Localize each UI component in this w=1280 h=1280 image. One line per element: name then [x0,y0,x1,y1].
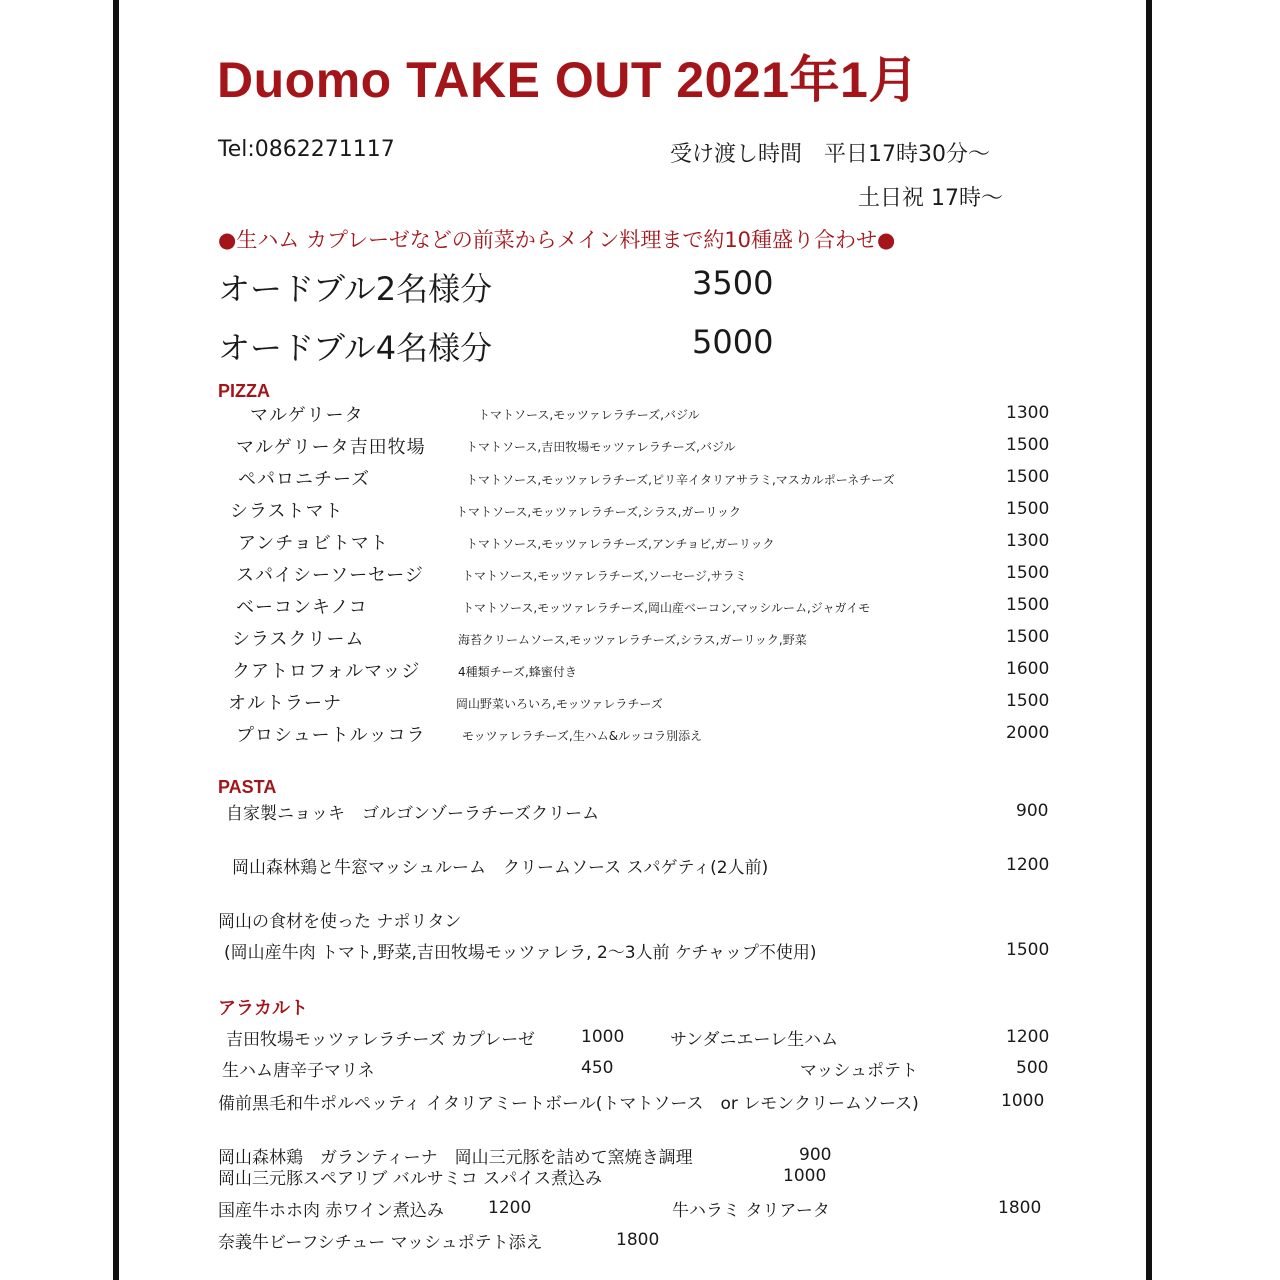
pizza-desc: トマトソース,モッツァレラチーズ,ソーセージ,サラミ [462,569,747,583]
pizza-name: クアトロフォルマッジ [232,661,421,682]
pizza-desc: 海苔クリームソース,モッツァレラチーズ,シラス,ガーリック,野菜 [458,633,807,647]
pasta-price: 1500 [1006,940,1050,960]
pasta-heading: PASTA [218,777,277,797]
pasta-price: 900 [1016,801,1049,821]
alacarte-price: 450 [581,1058,614,1078]
notice: ●生ハム カプレーゼなどの前菜からメイン料理まで約10種盛り合わせ● [218,228,896,252]
pizza-price: 1300 [1006,403,1050,423]
alacarte-price: 900 [799,1145,832,1165]
hors-doeuvre-4-price: 5000 [692,323,774,361]
pizza-price: 1500 [1006,627,1050,647]
page-title: Duomo TAKE OUT 2021年1月 [217,52,919,108]
tel-number: Tel:0862271117 [218,137,395,162]
pizza-price: 1600 [1006,659,1050,679]
pizza-name: ペパロニチーズ [238,469,371,490]
alacarte-name: サンダニエーレ生ハム [670,1030,839,1050]
pasta-name: 岡山森林鶏と牛窓マッシュルーム クリームソース スパゲティ(2人前) [232,858,769,878]
alacarte-price: 1000 [783,1166,827,1186]
alacarte-heading: アラカルト [218,998,308,1018]
pizza-price: 1300 [1006,531,1050,551]
alacarte-name: 国産牛ホホ肉 赤ワイン煮込み [218,1201,444,1221]
pizza-desc: トマトソース,吉田牧場モッツァレラチーズ,バジル [466,440,736,454]
pizza-desc: モッツァレラチーズ,生ハム&ルッコラ別添え [462,729,703,743]
alacarte-price: 1000 [1001,1091,1045,1111]
alacarte-price: 1800 [998,1198,1042,1218]
hors-doeuvre-2-price: 3500 [692,264,774,302]
alacarte-price: 1000 [581,1027,625,1047]
pasta-name: 自家製ニョッキ ゴルゴンゾーラチーズクリーム [226,804,600,824]
alacarte-name: マッシュポテト [800,1061,918,1081]
pasta-price: 1200 [1006,855,1050,875]
alacarte-price: 500 [1016,1058,1049,1078]
pizza-price: 1500 [1006,691,1050,711]
pizza-price: 1500 [1006,435,1050,455]
hors-doeuvre-4-name: オードブル4名様分 [218,329,493,367]
alacarte-name: 備前黒毛和牛ポルペッティ イタリアミートボール(トマトソース or レモンクリームソース) [218,1094,919,1114]
right-border [1146,0,1152,1280]
alacarte-name: 牛ハラミ タリアータ [672,1201,830,1221]
pizza-price: 1500 [1006,595,1050,615]
left-border [113,0,119,1280]
pizza-desc: トマトソース,モッツァレラチーズ,アンチョビ,ガーリック [466,537,775,551]
pizza-name: シラスクリーム [232,629,365,650]
pizza-desc: 4種類チーズ,蜂蜜付き [458,665,577,679]
pizza-heading: PIZZA [218,381,270,401]
pizza-desc: トマトソース,モッツァレラチーズ,岡山産ベーコン,マッシルーム,ジャガイモ [462,601,871,615]
pizza-desc: トマトソース,モッツァレラチーズ,ピリ辛イタリアサラミ,マスカルポーネチーズ [466,473,895,487]
pizza-price: 1500 [1006,467,1050,487]
pickup-weekend: 土日祝 17時〜 [858,186,1003,211]
pickup-weekday: 受け渡し時間 平日17時30分〜 [670,142,990,167]
alacarte-name: 岡山三元豚スペアリブ バルサミコ スパイス煮込み [218,1169,602,1189]
pizza-price: 2000 [1006,723,1050,743]
pizza-name: マルゲリータ [250,405,364,426]
pizza-name: プロシュートルッコラ [236,725,426,746]
pizza-name: ベーコンキノコ [236,597,368,618]
pizza-name: マルゲリータ吉田牧場 [236,437,426,458]
alacarte-name: 吉田牧場モッツァレラチーズ カプレーゼ [226,1030,535,1050]
hors-doeuvre-2-name: オードブル2名様分 [218,270,493,308]
pasta-name: 岡山の食材を使った ナポリタン [218,912,462,932]
alacarte-name: 岡山森林鶏 ガランティーナ 岡山三元豚を詰めて窯焼き調理 [218,1148,693,1168]
pizza-desc: トマトソース,モッツァレラチーズ,バジル [478,408,700,422]
alacarte-price: 1200 [1006,1027,1050,1047]
pizza-name: スパイシーソーセージ [236,565,424,586]
alacarte-name: 奈義牛ビーフシチュー マッシュポテト添え [218,1233,543,1253]
pizza-name: シラストマト [230,501,344,522]
alacarte-price: 1800 [616,1230,660,1250]
pasta-subtext: (岡山産牛肉 トマト,野菜,吉田牧場モッツァレラ, 2〜3人前 ケチャップ不使用) [224,943,817,963]
pizza-price: 1500 [1006,563,1050,583]
pizza-name: アンチョビトマト [238,533,389,554]
pizza-desc: 岡山野菜いろいろ,モッツァレラチーズ [456,697,663,711]
pizza-name: オルトラーナ [228,693,342,714]
alacarte-name: 生ハム唐辛子マリネ [222,1061,375,1081]
alacarte-price: 1200 [488,1198,532,1218]
pizza-desc: トマトソース,モッツァレラチーズ,シラス,ガーリック [456,505,741,519]
pizza-price: 1500 [1006,499,1050,519]
